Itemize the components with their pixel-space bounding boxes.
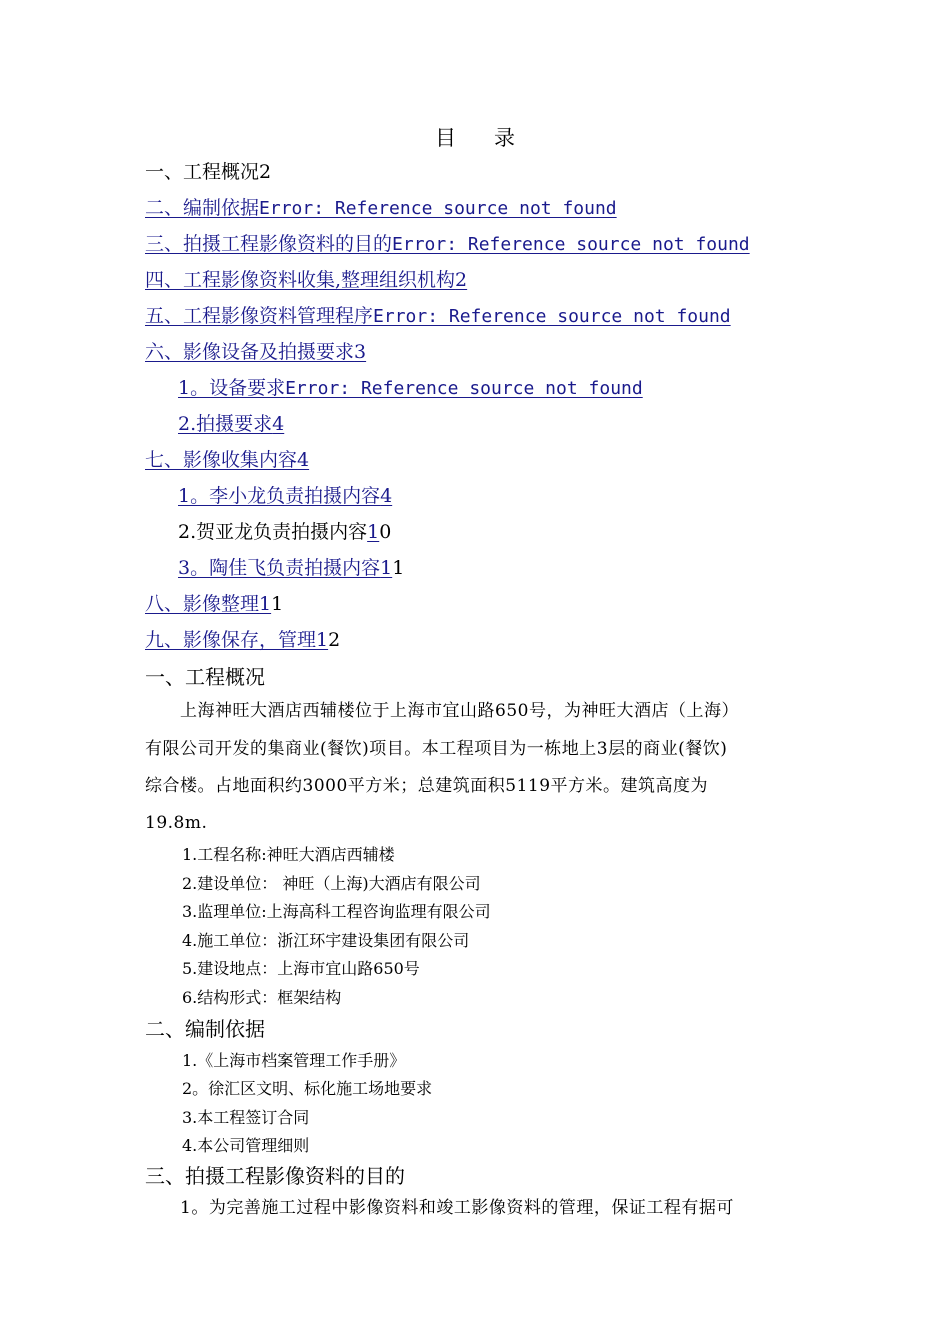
- toc-entry-6[interactable]: [145, 343, 366, 362]
- paragraph-line: 上海神旺大酒店西辅楼位于上海市宜山路650号，为神旺大酒店（上海）: [180, 701, 739, 721]
- toc-entry-text: 二、编制依据: [145, 197, 260, 219]
- toc-entry-text: 八、影像整理: [145, 593, 260, 615]
- toc-entry-page-link: 1: [259, 593, 272, 615]
- toc-entry-page-link: 1: [380, 557, 393, 579]
- toc-entry-page-link[interactable]: 1: [367, 521, 380, 543]
- paragraph-line: 有限公司开发的集商业(餐饮)项目。本工程项目为一栋地上3层的商业(餐饮): [145, 739, 728, 759]
- toc-entry-page: 4: [297, 449, 310, 471]
- toc-entry-page-link: 1: [316, 629, 329, 651]
- section-heading: 一、工程概况: [145, 665, 265, 689]
- toc-entry-text: 2.拍摄要求: [178, 413, 273, 435]
- list-item: 1.《上海市档案管理工作手册》: [182, 1051, 406, 1070]
- toc-entry-text: 一、工程概况: [145, 161, 260, 183]
- toc-title: [0, 122, 950, 152]
- toc-entry-text: 七、影像收集内容: [145, 449, 298, 471]
- toc-entry-8[interactable]: [145, 595, 283, 614]
- toc-title-char: 目: [435, 126, 456, 150]
- toc-entry-text: 1。李小龙负责拍摄内容: [178, 485, 381, 507]
- toc-entry-page-rest: 1: [392, 557, 405, 579]
- list-item: 4.施工单位：浙江环宇建设集团有限公司: [182, 931, 470, 950]
- toc-entry-text: 三、拍摄工程影像资料的目的: [145, 233, 393, 255]
- toc-entry-text: 1。设备要求: [178, 377, 286, 399]
- list-item: 3.监理单位:上海高科工程咨询监理有限公司: [182, 902, 491, 921]
- list-item: 6.结构形式：框架结构: [182, 988, 342, 1007]
- toc-title-char: 录: [494, 126, 515, 150]
- section-heading: 三、拍摄工程影像资料的目的: [145, 1164, 405, 1188]
- section-heading: 二、编制依据: [145, 1017, 265, 1041]
- toc-entry-page-rest: 0: [379, 521, 392, 543]
- toc-entry-7-1[interactable]: [178, 487, 392, 506]
- toc-entry-page: 2: [259, 161, 272, 183]
- toc-entry-9[interactable]: [145, 631, 340, 650]
- list-item: 2.建设单位： 神旺（上海)大酒店有限公司: [182, 874, 481, 893]
- paragraph-line: 19.8m.: [145, 813, 208, 833]
- toc-entry-page-rest: 2: [328, 629, 341, 651]
- toc-entry-text: 六、影像设备及拍摄要求: [145, 341, 355, 363]
- list-item: 2。徐汇区文明、标化施工场地要求: [182, 1079, 433, 1098]
- toc-entry-page: 3: [354, 341, 367, 363]
- paragraph-line: 1。为完善施工过程中影像资料和竣工影像资料的管理，保证工程有据可: [180, 1198, 734, 1218]
- toc-entry-text: 四、工程影像资料收集,整理组织机构: [145, 269, 456, 291]
- toc-entry-6-2[interactable]: [178, 415, 284, 434]
- toc-entry-page: 2: [455, 269, 468, 291]
- list-item: 5.建设地点：上海市宜山路650号: [182, 959, 420, 978]
- toc-entry-page: Error: Reference source not found: [259, 198, 617, 219]
- toc-entry-page-rest: 1: [271, 593, 284, 615]
- toc-entry-2[interactable]: [145, 199, 617, 218]
- toc-entry-7-2[interactable]: [178, 523, 391, 542]
- toc-entry-text: 3。陶佳飞负责拍摄内容: [178, 557, 381, 579]
- toc-entry-page: 4: [272, 413, 285, 435]
- toc-entry-text: 九、影像保存，管理: [145, 629, 317, 651]
- paragraph-line: 综合楼。占地面积约3000平方米；总建筑面积5119平方米。建筑高度为: [145, 776, 709, 796]
- toc-entry-text: 2.贺亚龙负责拍摄内容: [178, 521, 368, 543]
- toc-entry-4[interactable]: [145, 271, 467, 290]
- toc-entry-5[interactable]: [145, 307, 731, 326]
- toc-entry-page: Error: Reference source not found: [373, 306, 731, 327]
- toc-entry-1[interactable]: [145, 163, 271, 182]
- list-item: 4.本公司管理细则: [182, 1136, 310, 1155]
- list-item: 3.本工程签订合同: [182, 1108, 310, 1127]
- toc-entry-page: Error: Reference source not found: [392, 234, 750, 255]
- toc-entry-text: 五、工程影像资料管理程序: [145, 305, 374, 327]
- toc-entry-page: 4: [380, 485, 393, 507]
- toc-entry-7-3[interactable]: [178, 559, 404, 578]
- list-item: 1.工程名称:神旺大酒店西辅楼: [182, 845, 395, 864]
- toc-entry-7[interactable]: [145, 451, 309, 470]
- toc-entry-page: Error: Reference source not found: [285, 378, 643, 399]
- toc-entry-3[interactable]: [145, 235, 750, 254]
- toc-entry-6-1[interactable]: [178, 379, 643, 398]
